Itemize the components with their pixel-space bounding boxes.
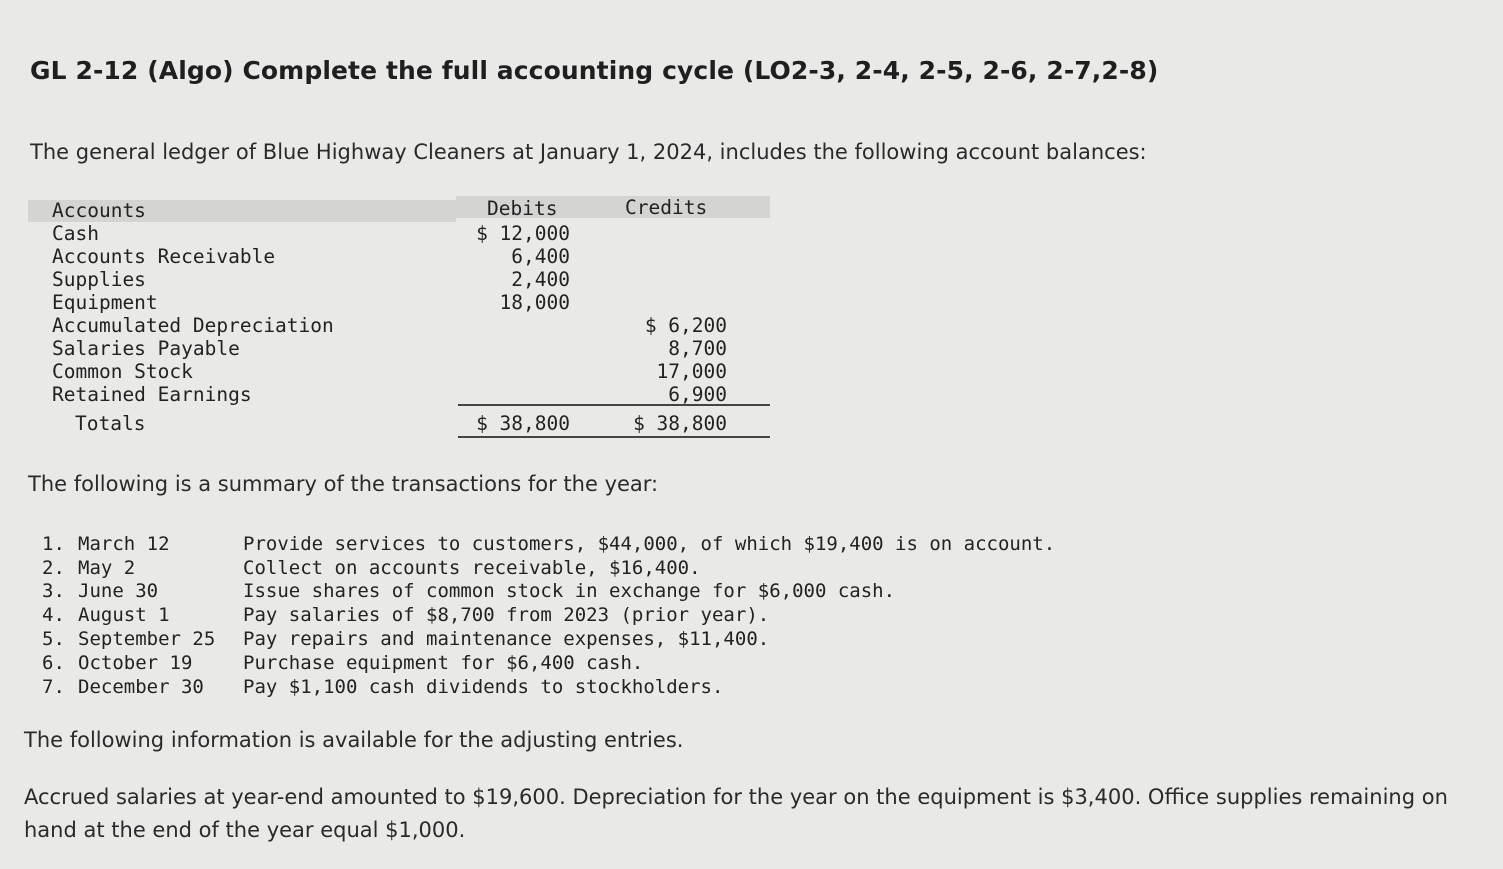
debit-amount: $ 12,000 (476, 222, 570, 245)
ledger-row (28, 291, 742, 314)
debit-amount: 2,400 (511, 268, 570, 291)
transaction-date: December 30 (78, 676, 204, 698)
account-name: Salaries Payable (52, 337, 240, 360)
column-header-credits: Credits (625, 196, 708, 219)
transaction-date: June 30 (78, 580, 159, 602)
ledger-row (28, 222, 742, 245)
credit-amount: $ 6,200 (644, 314, 727, 337)
ledger-row (28, 383, 742, 406)
adjusting-info-text: Accrued salaries at year-end amounted to $19,600. Depreciation for the year on the equipment is $3,400. Office supplies remaining on hand at the end of the year equal $1,000. (24, 785, 1448, 842)
account-name: Accounts Receivable (52, 245, 276, 268)
transaction-item (42, 557, 1142, 581)
account-name: Cash (52, 222, 99, 245)
column-header-accounts: Accounts (52, 199, 146, 222)
totals-top-rule (458, 404, 770, 406)
ledger-row (28, 245, 742, 268)
transaction-item (42, 628, 1142, 652)
transaction-number: 5. (42, 628, 65, 650)
transaction-number: 6. (42, 652, 65, 674)
account-name: Accumulated Depreciation (52, 314, 334, 337)
summary-intro-text: The following is a summary of the transactions for the year: (28, 472, 659, 496)
ledger-table (28, 196, 742, 440)
transaction-date: March 12 (78, 533, 170, 555)
intro-text: The general ledger of Blue Highway Cleaners at January 1, 2024, includes the following account balances: (30, 140, 1147, 164)
transaction-date: May 2 (78, 557, 136, 579)
transaction-description: Pay repairs and maintenance expenses, $11,400. (243, 628, 770, 650)
account-name: Supplies (52, 268, 146, 291)
credit-amount: 6,900 (668, 383, 727, 406)
credit-amount: 8,700 (668, 337, 727, 360)
account-name: Common Stock (52, 360, 193, 383)
totals-label: Totals (75, 412, 146, 435)
transaction-item (42, 580, 1142, 604)
transaction-description: Pay salaries of $8,700 from 2023 (prior year). (243, 604, 770, 626)
totals-row (28, 412, 742, 435)
transaction-date: October 19 (78, 652, 193, 674)
transaction-number: 7. (42, 676, 65, 698)
column-header-debits: Debits (487, 197, 558, 220)
transaction-item (42, 676, 1142, 700)
transaction-number: 2. (42, 557, 65, 579)
transaction-description: Pay $1,100 cash dividends to stockholders. (243, 676, 724, 698)
page-title: GL 2-12 (Algo) Complete the full accounting cycle (LO2-3, 2-4, 2-5, 2-6, 2-7,2-8) (30, 56, 1159, 85)
debit-amount: 18,000 (499, 291, 570, 314)
transaction-item (42, 533, 1142, 557)
transaction-item (42, 604, 1142, 628)
transaction-number: 1. (42, 533, 65, 555)
transaction-description: Collect on accounts receivable, $16,400. (243, 557, 701, 579)
account-name: Equipment (52, 291, 158, 314)
transaction-description: Issue shares of common stock in exchange for $6,000 cash. (243, 580, 896, 602)
totals-credit: $ 38,800 (633, 412, 727, 435)
ledger-row (28, 360, 742, 383)
credit-amount: 17,000 (656, 360, 727, 383)
transaction-date: September 25 (78, 628, 216, 650)
transaction-date: August 1 (78, 604, 170, 626)
ledger-row (28, 337, 742, 360)
adjusting-intro-text: The following information is available for the adjusting entries. (24, 728, 684, 752)
transaction-number: 3. (42, 580, 65, 602)
totals-bottom-rule (458, 436, 770, 438)
transaction-number: 4. (42, 604, 65, 626)
ledger-row (28, 268, 742, 291)
account-name: Retained Earnings (52, 383, 252, 406)
totals-debit: $ 38,800 (476, 412, 570, 435)
debit-amount: 6,400 (511, 245, 570, 268)
transaction-description: Provide services to customers, $44,000, of which $19,400 is on account. (243, 533, 1056, 555)
transaction-item (42, 652, 1142, 676)
transaction-description: Purchase equipment for $6,400 cash. (243, 652, 644, 674)
ledger-row (28, 314, 742, 337)
